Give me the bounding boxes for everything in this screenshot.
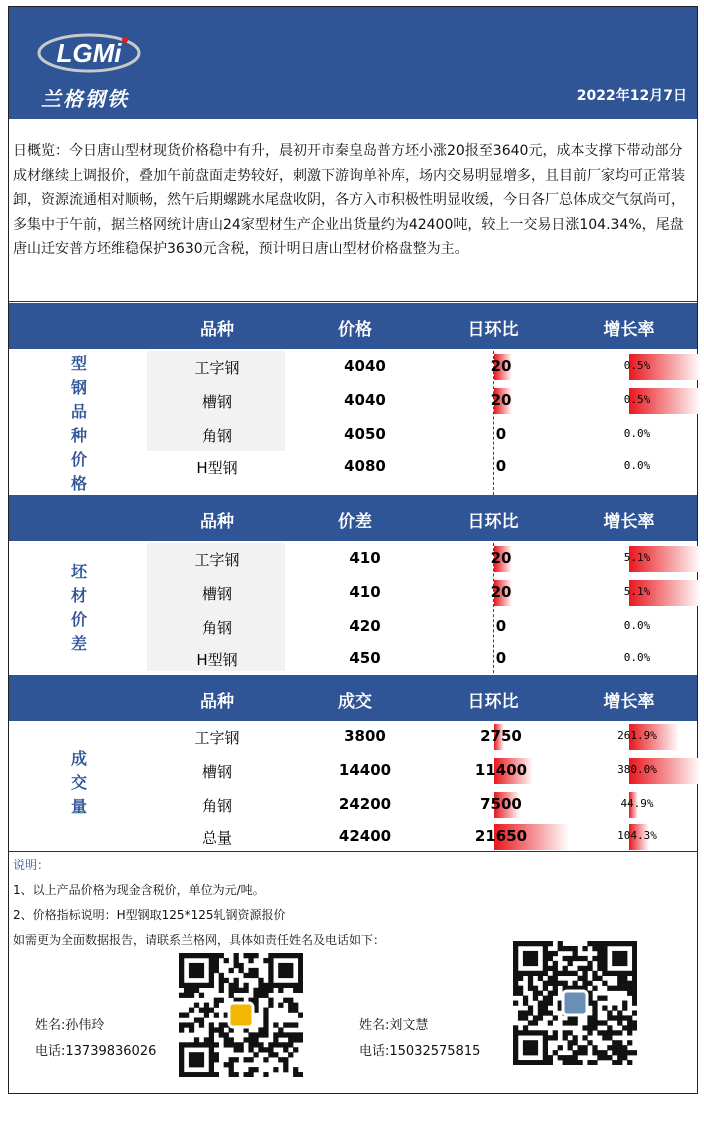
lgmi-logo-icon <box>37 31 141 75</box>
change-cell: 0 <box>495 457 507 475</box>
value-cell: 410 <box>349 549 381 567</box>
change-cell: 20 <box>490 549 512 567</box>
report-date: 2022年12月7日 <box>576 88 687 104</box>
product-name: 工字钢 <box>194 729 240 747</box>
daily-summary: 日概览：今日唐山型材现货价格稳中有升，晨初开市秦皇岛普方坯小涨20报至3640元，成本支撑下带动部分成材继续上调报价，叠加午前盘面走势较好，刺激下游询单补库，场内交易明显增多，且目前厂家均可正常装卸，资源流通相对顺畅，然午后期螺跳水尾盘收阴，各方入市积极性明显收缓，今日各厂总体成交气氛尚可，多集中于午前，据兰格网统计唐山24家型材生产企业出货量约为42400吨，较上一交易日涨104.34%，尾盘唐山迁安普方坯维稳保护3630元含税，预计明日唐山型材价格盘整为主。 <box>13 143 685 257</box>
section-header-volume <box>9 675 697 721</box>
section-header-prices <box>9 303 697 349</box>
report-frame <box>8 6 698 1094</box>
section-header-spread <box>9 495 697 541</box>
contact-card <box>35 1013 156 1065</box>
rate-cell: 0.0% <box>623 619 651 632</box>
change-cell: 20 <box>490 583 512 601</box>
contact-phone: 电话:13739836026 <box>35 1044 157 1059</box>
brand-name-cn: 兰格钢铁 <box>41 87 129 111</box>
change-cell: 0 <box>495 425 507 443</box>
contact-name: 姓名:刘文慧 <box>359 1018 429 1033</box>
value-cell: 410 <box>349 583 381 601</box>
logo-wordmark: LGMi <box>56 38 122 68</box>
product-name: 工字钢 <box>194 359 240 377</box>
rate-cell: 0.5% <box>623 393 651 406</box>
rate-cell: 5.1% <box>623 551 651 564</box>
product-name: 角钢 <box>201 619 233 637</box>
col-header: 品种 <box>200 692 234 712</box>
col-header: 增长率 <box>603 692 655 712</box>
product-name: 槽钢 <box>201 763 233 781</box>
table-row <box>9 789 697 821</box>
table-row <box>9 419 697 451</box>
table-row <box>9 577 697 611</box>
product-name: 角钢 <box>201 797 233 815</box>
section-label-volume: 成交量 <box>70 749 87 816</box>
value-cell: 42400 <box>338 827 392 845</box>
product-name: 槽钢 <box>201 393 233 411</box>
col-header: 增长率 <box>603 320 655 340</box>
value-cell: 4040 <box>344 391 386 409</box>
contact-card <box>359 1013 480 1065</box>
divider <box>9 851 697 852</box>
rate-cell: 0.0% <box>623 459 651 472</box>
product-name: 工字钢 <box>194 551 240 569</box>
rate-cell: 0.0% <box>623 427 651 440</box>
col-header: 日环比 <box>467 320 519 340</box>
col-header: 品种 <box>200 320 234 340</box>
change-cell: 7500 <box>480 795 522 813</box>
product-name: 总量 <box>201 829 233 847</box>
rate-cell: 104.3% <box>617 829 657 842</box>
col-header: 品种 <box>200 512 234 532</box>
table-row <box>9 721 697 755</box>
value-cell: 4080 <box>344 457 386 475</box>
header-banner <box>9 7 697 119</box>
col-header: 日环比 <box>467 692 519 712</box>
section-label-spread: 坯材价差 <box>70 562 87 653</box>
table-row <box>9 351 697 385</box>
contact-name: 姓名:孙伟玲 <box>35 1018 105 1033</box>
change-cell: 20 <box>490 391 512 409</box>
product-name: 角钢 <box>201 427 233 445</box>
rate-cell: 5.1% <box>623 585 651 598</box>
value-cell: 3800 <box>344 727 386 745</box>
change-cell: 2750 <box>480 727 522 745</box>
notes-title: 说明： <box>13 858 50 872</box>
rate-cell: 0.5% <box>623 359 651 372</box>
table-row <box>9 821 697 853</box>
change-cell: 11400 <box>474 761 528 779</box>
value-cell: 4040 <box>344 357 386 375</box>
value-cell: 420 <box>349 617 381 635</box>
note-line: 1、以上产品价格为现金含税价，单位为元/吨。 <box>13 883 265 897</box>
note-line: 2、价格指标说明：H型钢取125*125轧钢资源报价 <box>13 908 286 922</box>
notes-block <box>13 853 385 953</box>
col-header: 日环比 <box>467 512 519 532</box>
col-header: 增长率 <box>603 512 655 532</box>
section-label-prices: 型钢品种价格 <box>70 354 87 493</box>
table-row <box>9 755 697 789</box>
col-header: 成交 <box>338 692 372 712</box>
value-cell: 24200 <box>338 795 392 813</box>
brand-logo <box>33 27 143 111</box>
rate-cell: 261.9% <box>617 729 657 742</box>
change-cell: 0 <box>495 649 507 667</box>
change-cell: 21650 <box>474 827 528 845</box>
contact-phone: 电话:15032575815 <box>359 1044 481 1059</box>
value-cell: 450 <box>349 649 381 667</box>
value-cell: 4050 <box>344 425 386 443</box>
table-row <box>9 611 697 643</box>
note-line: 如需更为全面数据报告，请联系兰格网，具体如责任姓名及电话如下： <box>13 933 386 947</box>
divider <box>9 301 697 302</box>
qr-code-icon <box>513 941 637 1065</box>
change-cell: 0 <box>495 617 507 635</box>
rate-cell: 44.9% <box>620 797 654 810</box>
product-name: 槽钢 <box>201 585 233 603</box>
col-header: 价差 <box>338 512 372 532</box>
table-row <box>9 451 697 493</box>
rate-cell: 0.0% <box>623 651 651 664</box>
product-name: H型钢 <box>196 459 238 477</box>
rate-cell: 380.0% <box>617 763 657 776</box>
change-cell: 20 <box>490 357 512 375</box>
table-row <box>9 643 697 673</box>
value-cell: 14400 <box>338 761 392 779</box>
qr-code-icon <box>179 953 303 1077</box>
table-row <box>9 543 697 577</box>
product-name: H型钢 <box>196 651 238 669</box>
col-header: 价格 <box>338 320 372 340</box>
table-row <box>9 385 697 419</box>
